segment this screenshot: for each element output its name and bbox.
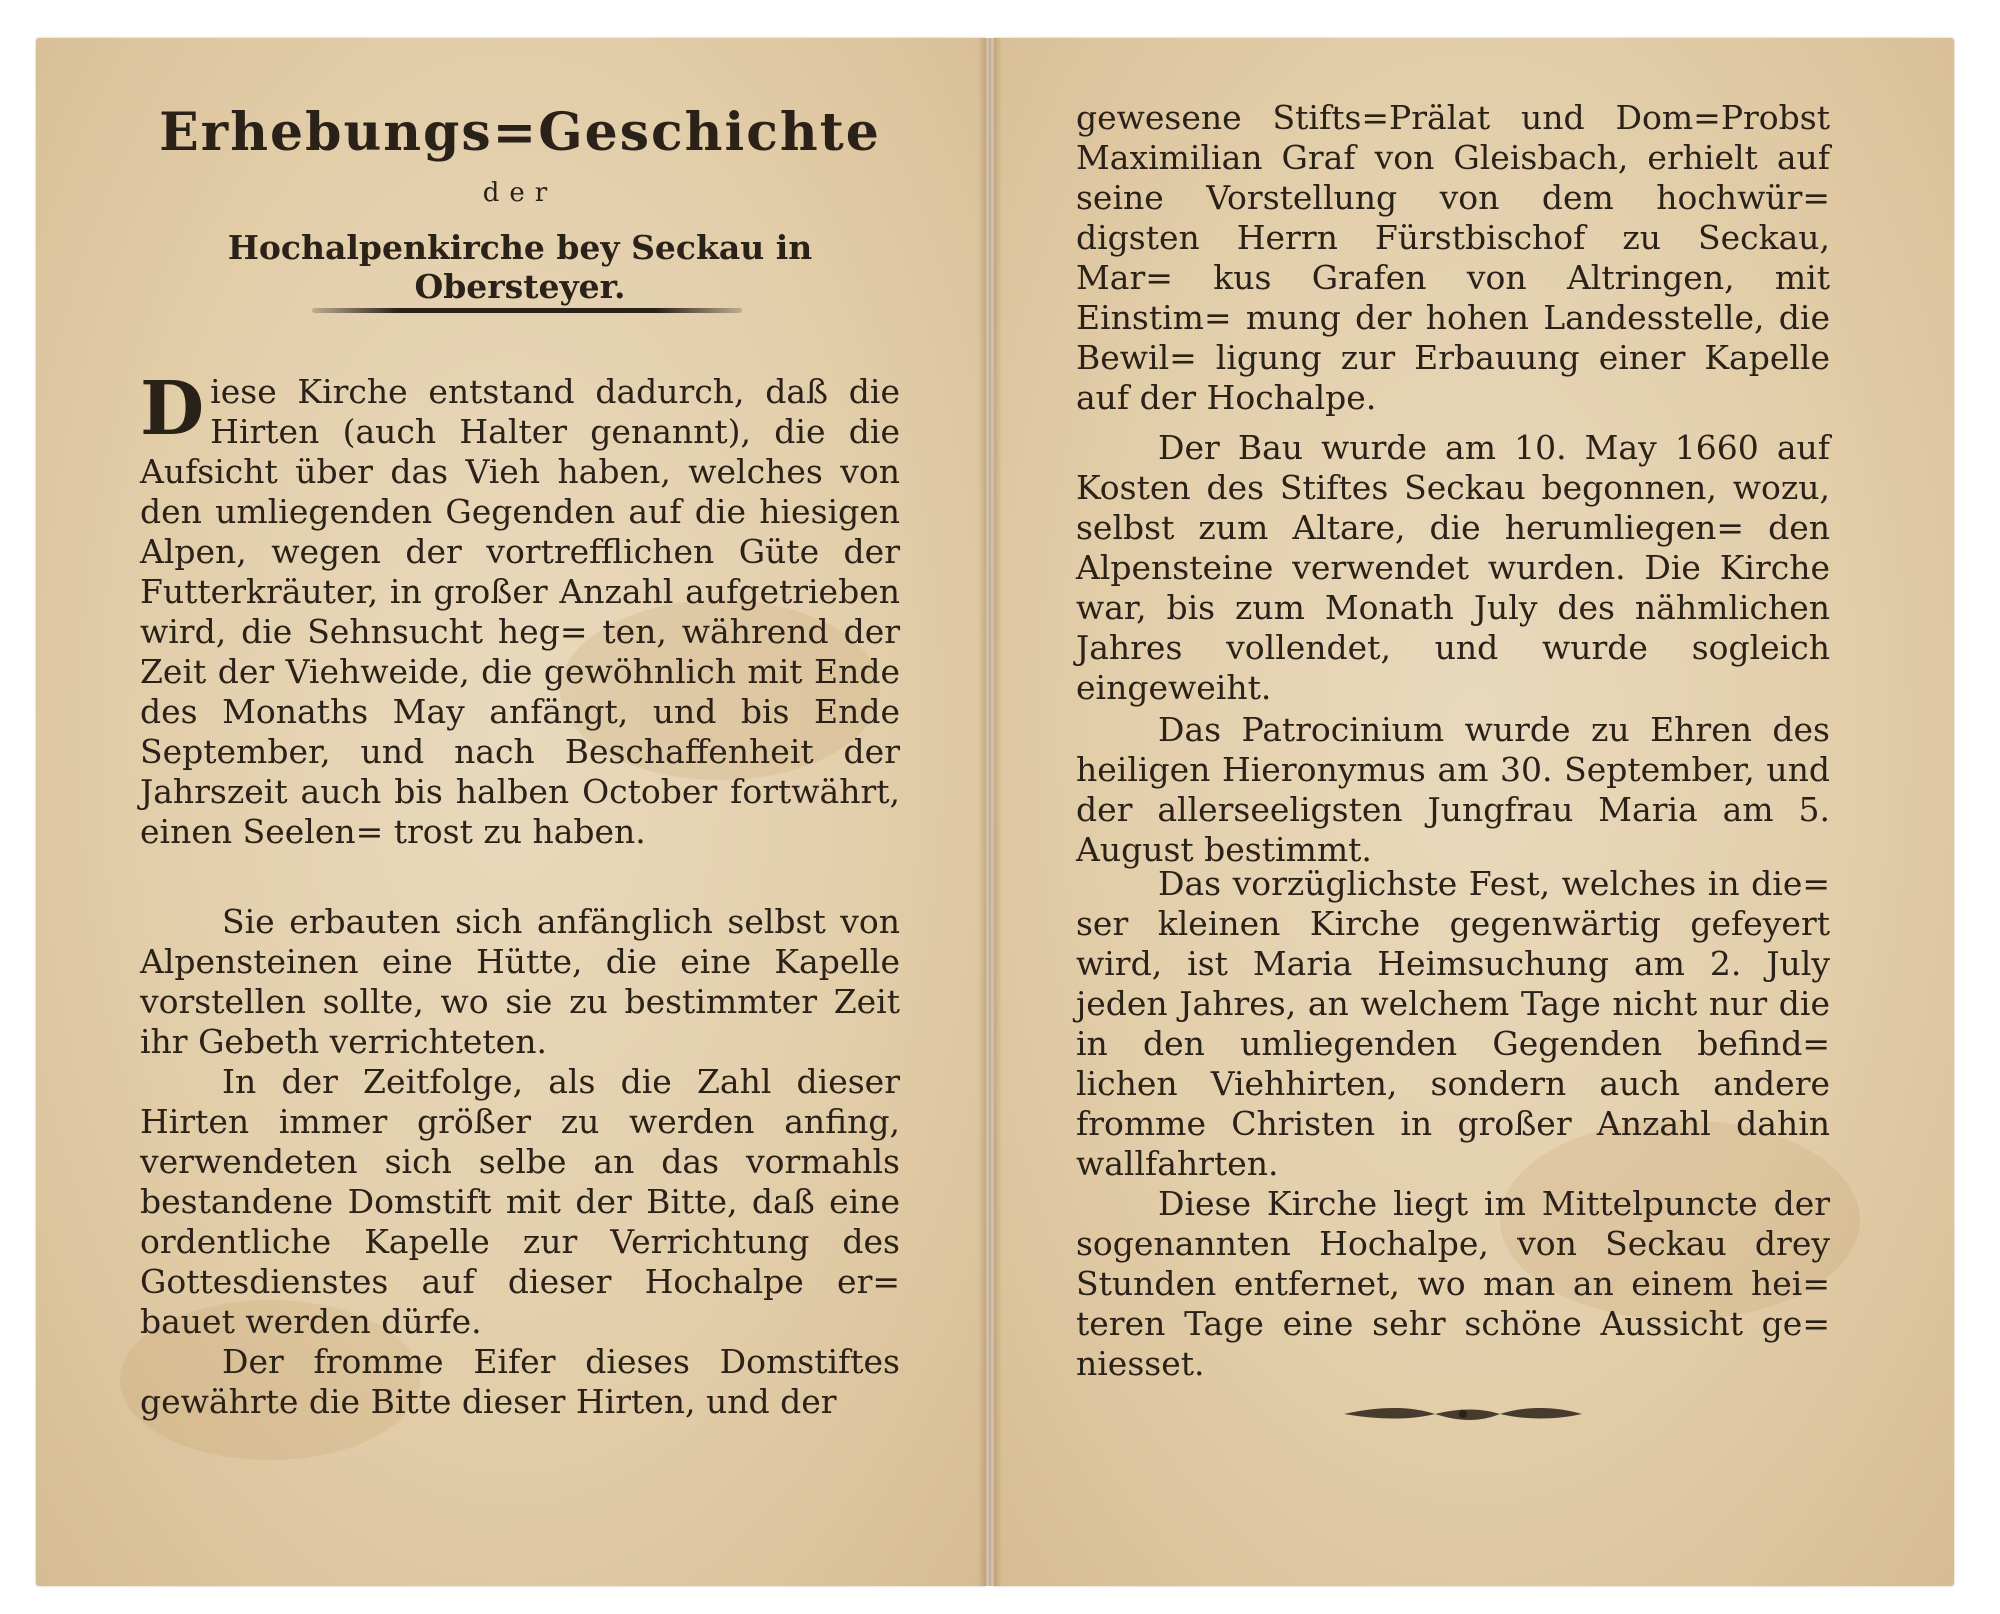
center-fold: [978, 38, 1002, 1586]
title-divider: [312, 308, 742, 313]
right-paragraph-1: gewesene Stifts=Prälat und Dom=Probst Maximilian Graf von Gleisbach, erhielt auf seine Vorstellung von dem hochwür= digsten Herrn Fürstbischof zu Seckau, Mar= kus Grafen von Altringen, mit Einstim= mung der hohen Landesstelle, die Bewil= ligung zur Erbauung einer Kapelle auf der Hochalpe.: [1076, 98, 1830, 417]
end-ornament: [1340, 1402, 1586, 1426]
right-paragraph-4: Das vorzüglichste Fest, welches in die= ser kleinen Kirche gegenwärtig gefeyert wird, ist Maria Heimsuchung am 2. July jeden Jahres, an welchem Tage nicht nur die in den umliegenden Gegenden befind= lichen Viehhirten, sondern auch andere fromme Christen in großer Anzahl dahin wallfahrten.: [1076, 864, 1830, 1183]
left-paragraph-2: Sie erbauten sich anfänglich selbst von Alpensteinen eine Hütte, die eine Kapelle vorstellen sollte, wo sie zu bestimmter Zeit ihr Gebeth verrichteten.: [140, 902, 900, 1061]
right-paragraph-3: Das Patrocinium wurde zu Ehren des heiligen Hieronymus am 30. September, und der allerseeligsten Jungfrau Maria am 5. August bestimmt.: [1076, 710, 1830, 869]
title-connector: der: [482, 178, 558, 208]
right-paragraph-5: Diese Kirche liegt im Mittelpuncte der sogenannten Hochalpe, von Seckau drey Stunden entfernet, wo man an einem hei= teren Tage eine sehr schöne Aussicht ge= niesset.: [1076, 1184, 1830, 1383]
left-paragraph-3: In der Zeitfolge, als die Zahl dieser Hirten immer größer zu werden anfing, verwendeten sich selbe an das vormahls bestandene Domstift mit der Bitte, daß eine ordentliche Kapelle zur Verrichtung des Gottesdienstes auf dieser Hochalpe er= bauet werden dürfe.: [140, 1062, 900, 1341]
drop-cap: D: [140, 366, 205, 452]
right-paragraph-2: Der Bau wurde am 10. May 1660 auf Kosten des Stiftes Seckau begonnen, wozu, selbst zum Altare, die herumliegen= den Alpensteine verwendet wurden. Die Kirche war, bis zum Monath July des nähmlichen Jahres vollendet, und wurde sogleich eingeweiht.: [1076, 428, 1830, 707]
document-subtitle: Hochalpenkirche bey Seckau in Obersteyer.: [227, 228, 813, 306]
left-paragraph-4: Der fromme Eifer dieses Domstiftes gewährte die Bitte dieser Hirten, und der: [140, 1342, 900, 1421]
left-paragraph-1-text: iese Kirche entstand dadurch, daß die Hirten (auch Halter genannt), die die Aufsicht über das Vieh haben, welches von den umliegenden Gegenden auf die hiesigen Alpen, wegen der vortrefflichen Güte der Futterkräuter, in großer Anzahl aufgetrieben wird, die Sehnsucht heg= ten, während der Zeit der Viehweide, die gewöhnlich mit Ende des Monaths May anfängt, und bis Ende September, und nach Beschaffenheit der Jahrszeit auch bis halben October fortwährt, einen Seelen= trost zu haben.: [140, 372, 900, 851]
document-title: Erhebungs=Geschichte: [159, 102, 881, 163]
left-paragraph-1: [140, 366, 900, 852]
